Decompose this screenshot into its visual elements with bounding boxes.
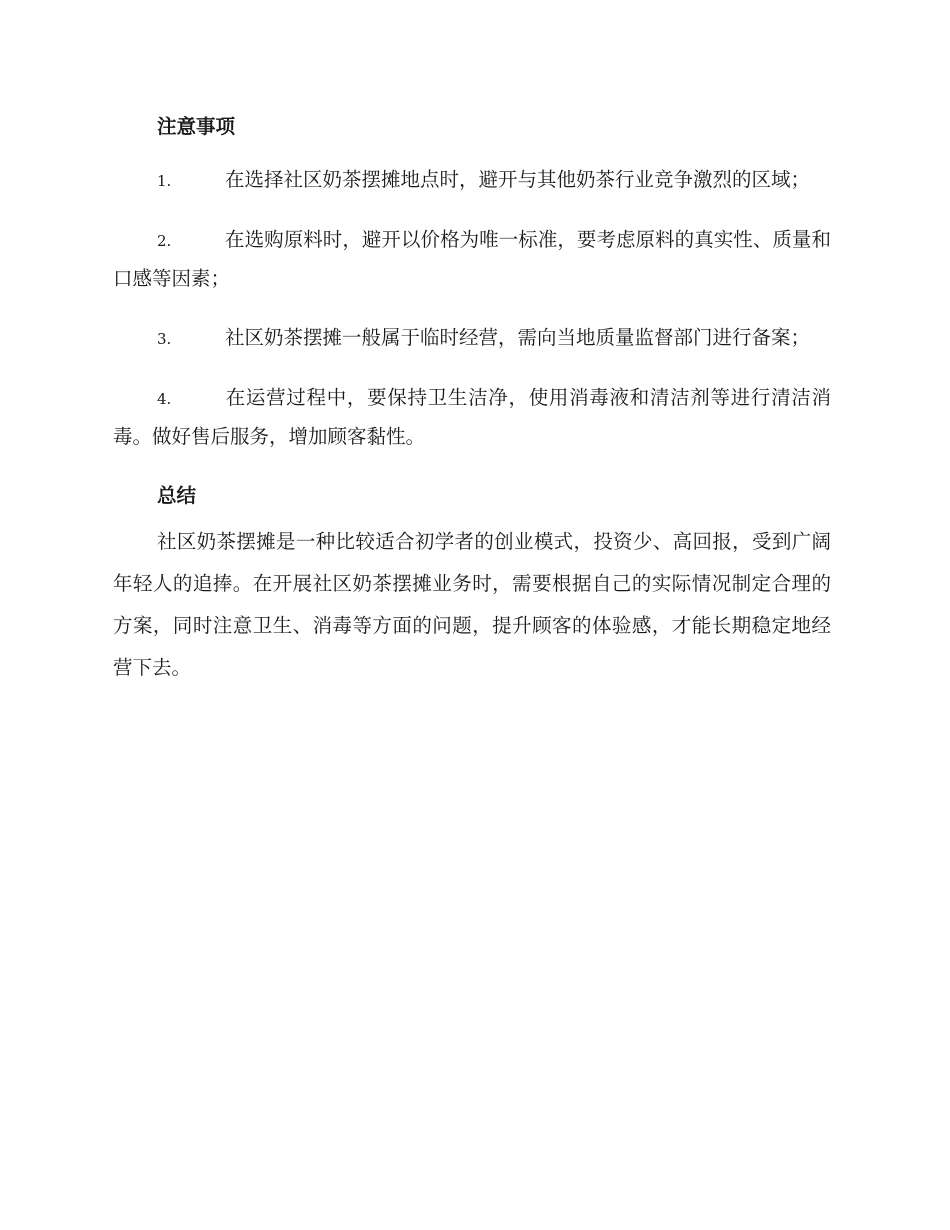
section-heading-notes: 注意事项	[157, 115, 236, 138]
list-item-text: 社区奶茶摆摊一般属于临时经营，需向当地质量监督部门进行备案；	[225, 326, 811, 349]
list-item	[113, 379, 831, 456]
summary-paragraph: 社区奶茶摆摊是一种比较适合初学者的创业模式，投资少、高回报，受到广阔年轻人的追捧。在开展社区奶茶摆摊业务时，需要根据自己的实际情况制定合理的方案，同时注意卫生、消毒等方面的问题，提升顾客的体验感，才能长期稳定地经营下去。	[113, 530, 831, 679]
list-item-text: 在选购原料时，避开以价格为唯一标准，要考虑原料的真实性、质量和口感等因素；	[113, 228, 831, 290]
list-item-number: 2.	[157, 232, 172, 250]
list-item-text: 在运营过程中，要保持卫生洁净，使用消毒液和清洁剂等进行清洁消毒。做好售后服务，增加顾客黏性。	[113, 386, 831, 448]
list-item	[113, 161, 831, 200]
list-item-number: 1.	[157, 172, 172, 190]
list-item-number: 4.	[157, 390, 172, 408]
document-content	[113, 108, 831, 689]
list-item	[113, 319, 831, 358]
section-heading-summary: 总结	[157, 484, 197, 507]
list-item-text: 在选择社区奶茶摆摊地点时，避开与其他奶茶行业竞争激烈的区域；	[225, 168, 811, 191]
list-item-number: 3.	[157, 330, 172, 348]
list-item	[113, 221, 831, 298]
